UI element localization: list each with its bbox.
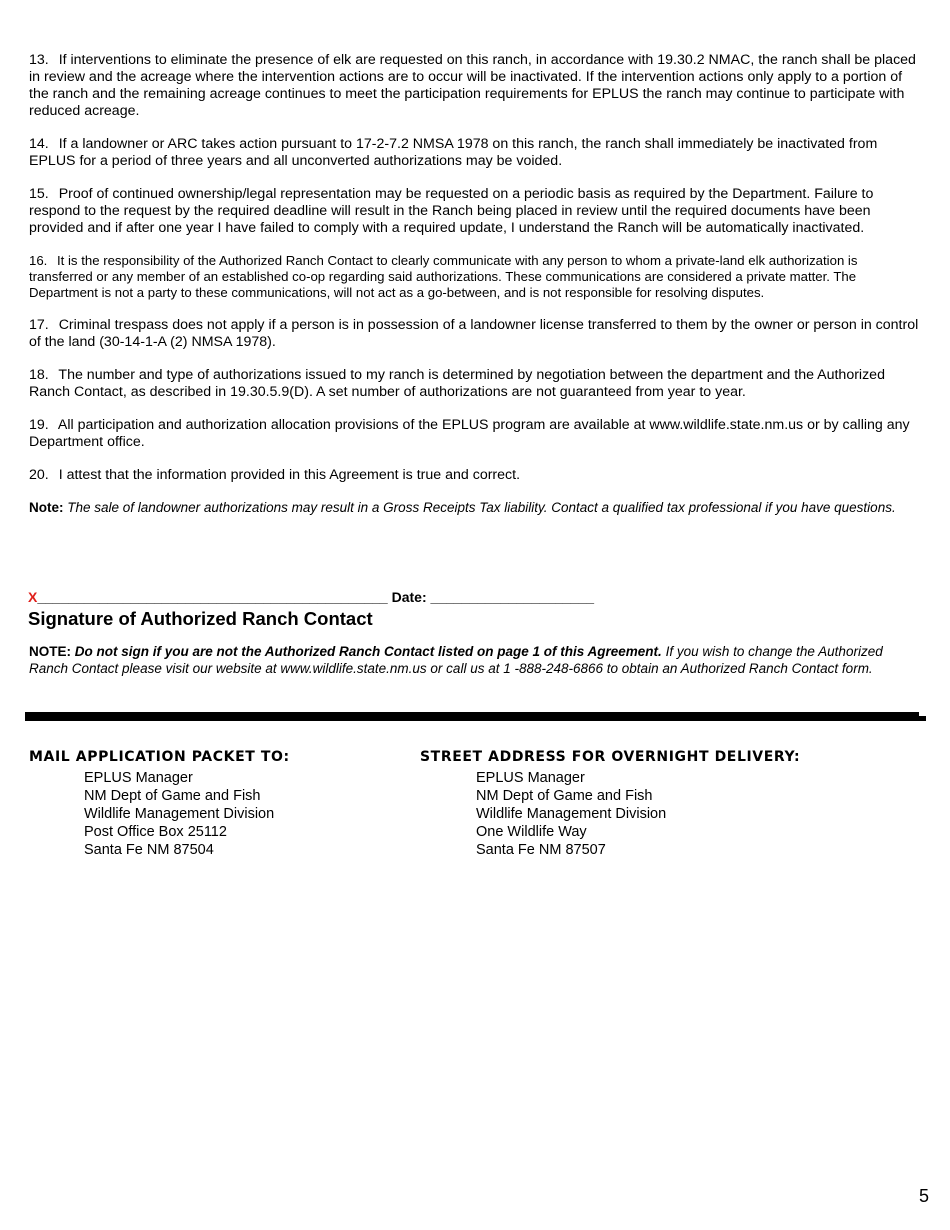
signing-note-text: If you wish to change the Authorized Ranch Contact please visit our website at www.wildlife.state.nm.us or call us at 1 -888-248-6866 to obtain an Authorized Ranch Contact form. <box>29 644 883 676</box>
signature-line[interactable] <box>28 589 594 605</box>
street-address-line: Santa Fe NM 87507 <box>476 842 606 858</box>
signature-title: Signature of Authorized Ranch Contact <box>28 608 373 629</box>
date-label: Date: <box>391 589 427 605</box>
paragraph-20: 20. I attest that the information provided in this Agreement is true and correct. <box>29 467 521 483</box>
mail-address-line: Post Office Box 25112 <box>84 824 227 840</box>
signing-note <box>29 643 922 677</box>
mail-address-heading: MAIL APPLICATION PACKET TO: <box>29 749 290 765</box>
paragraph-19: 19. All participation and authorization allocation provisions of the EPLUS program are available at www.wildlife.state.nm.us or by calling any Department office. <box>29 417 910 450</box>
mail-address-line: NM Dept of Game and Fish <box>84 788 261 804</box>
page-number: 5 <box>919 1186 930 1206</box>
tax-note <box>29 500 921 516</box>
paragraph-17: 17. Criminal trespass does not apply if a person is in possession of a landowner license transferred to them by the owner or person in control of the land (30-14-1-A (2) NMSA 1978). <box>29 317 919 350</box>
paragraph-14: 14. If a landowner or ARC takes action pursuant to 17-2-7.2 NMSA 1978 on this ranch, the ranch shall immediately be inactivated from EPLUS for a period of three years and all unconverted authorizations may be voided. <box>29 136 878 169</box>
section-divider <box>25 712 919 721</box>
date-underline[interactable]: _____________________ <box>430 589 595 605</box>
signing-note-warning: Do not sign if you are not the Authorized Ranch Contact listed on page 1 of this Agreement. <box>74 644 662 659</box>
agreement-terms <box>29 52 921 516</box>
street-address-line: EPLUS Manager <box>476 770 585 786</box>
tax-note-label: Note: <box>29 500 64 515</box>
signature-underline: _____________________________________________ <box>37 589 388 605</box>
street-address-line: One Wildlife Way <box>476 824 587 840</box>
paragraph-13: 13. If interventions to eliminate the presence of elk are requested on this ranch, in accordance with 19.30.2 NMAC, the ranch shall be placed in review and the acreage where the intervention actions are to occur will be inactivated. If the intervention actions only apply to a portion of the ranch and the remaining acreage continues to meet the participation requirements for EPLUS the ranch may continue to participate with reduced acreage. <box>29 52 916 119</box>
mail-address-line: Santa Fe NM 87504 <box>84 842 214 858</box>
tax-note-text: The sale of landowner authorizations may result in a Gross Receipts Tax liability. Contact a qualified tax professional if you have questions. <box>67 500 896 515</box>
street-address-block <box>476 769 666 859</box>
signing-note-label: NOTE: <box>29 644 71 659</box>
street-address-line: NM Dept of Game and Fish <box>476 788 653 804</box>
paragraph-18: 18. The number and type of authorizations issued to my ranch is determined by negotiation between the department and the Authorized Ranch Contact, as described in 19.30.5.9(D). A set number of authorizations are not guaranteed from year to year. <box>29 367 885 400</box>
street-address-line: Wildlife Management Division <box>476 806 667 822</box>
street-address-heading: STREET ADDRESS FOR OVERNIGHT DELIVERY: <box>420 749 801 765</box>
signature-x-mark: X <box>28 589 38 605</box>
mail-address-block <box>84 769 274 859</box>
section-divider-tip <box>919 716 926 721</box>
paragraph-15: 15. Proof of continued ownership/legal representation may be requested on a periodic basis as required by the Department. Failure to respond to the request by the required deadline will result in the Ranch being placed in review until the required documents have been provided and if after one year I have failed to comply with a required update, I understand the Ranch will be automatically inactivated. <box>29 186 874 236</box>
mail-address-line: EPLUS Manager <box>84 770 193 786</box>
paragraph-16: 16. It is the responsibility of the Authorized Ranch Contact to clearly communicate with any person to whom a private-land elk authorization is transferred or any member of an established co-op regarding said authorizations. These communications are considered a private matter. The Department is not a party to these communications, will not act as a go-between, and is not responsible for resolving disputes. <box>29 253 858 300</box>
mail-address-line: Wildlife Management Division <box>84 806 275 822</box>
